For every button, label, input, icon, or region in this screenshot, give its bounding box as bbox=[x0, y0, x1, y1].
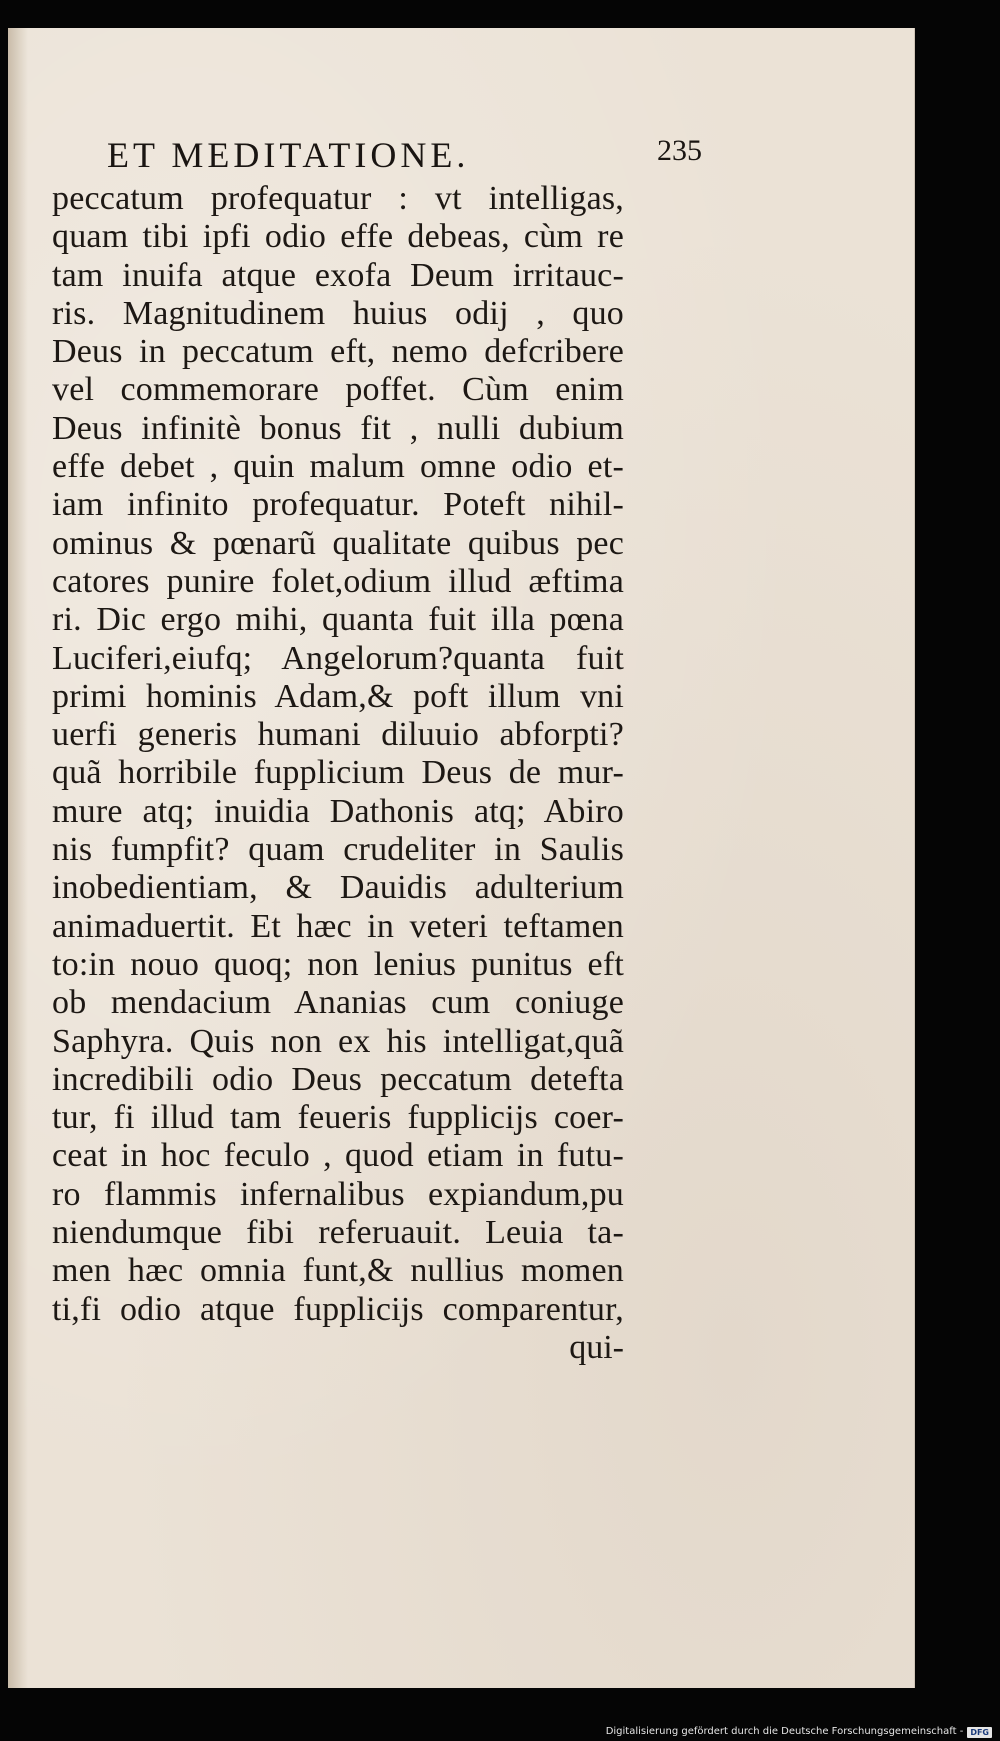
running-title: ET MEDITATIONE. bbox=[107, 135, 470, 175]
text-line: ro flammis infernalibus expiandum,pu bbox=[52, 1175, 624, 1213]
text-line: ceat in hoc feculo , quod etiam in futu- bbox=[52, 1137, 624, 1175]
running-head bbox=[52, 118, 702, 180]
text-line: tur, fi illud tam feueris fupplicijs coer- bbox=[52, 1099, 624, 1137]
text-line: ominus & pœnarũ qualitate quibus pec bbox=[52, 524, 624, 562]
catchword: qui- bbox=[569, 1328, 624, 1366]
text-block bbox=[52, 118, 702, 1367]
text-line: to:in nouo quoq; non lenius punitus eft bbox=[52, 945, 624, 983]
text-line: Deus infinitè bonus fit , nulli dubium bbox=[52, 409, 624, 447]
text-line: ob mendacium Ananias cum coniuge bbox=[52, 984, 624, 1022]
text-line: niendumque fibi referuauit. Leuia ta- bbox=[52, 1214, 624, 1252]
text-line: effe debet , quin malum omne odio et- bbox=[52, 448, 624, 486]
text-line: animaduertit. Et hæc in veteri teftamen bbox=[52, 907, 624, 945]
text-line: incredibili odio Deus peccatum detefta bbox=[52, 1060, 624, 1098]
text-line: Deus in peccatum eft, nemo defcribere bbox=[52, 333, 624, 371]
text-line: vel commemorare poffet. Cùm enim bbox=[52, 371, 624, 409]
text-line: inobedientiam, & Dauidis adulterium bbox=[52, 869, 624, 907]
digitization-credit bbox=[606, 1726, 992, 1738]
text-line: ti,fi odio atque fupplicijs comparentur, bbox=[52, 1290, 624, 1328]
text-line: iam infinito profequatur. Poteft nihil- bbox=[52, 486, 624, 524]
page-gutter-shadow bbox=[8, 28, 28, 1688]
dfg-logo-icon: DFG bbox=[967, 1727, 992, 1738]
text-line: tam inuifa atque exofa Deum irritauc- bbox=[52, 256, 624, 294]
text-line: catores punire folet,odium illud æftima bbox=[52, 562, 624, 600]
text-line: mure atq; inuidia Dathonis atq; Abiro bbox=[52, 792, 624, 830]
text-line: ri. Dic ergo mihi, quanta fuit illa pœna bbox=[52, 601, 624, 639]
text-line: Luciferi,eiufq; Angelorum?quanta fuit bbox=[52, 639, 624, 677]
text-line: quam tibi ipfi odio effe debeas, cùm re bbox=[52, 218, 624, 256]
text-line: nis fumpfit? quam crudeliter in Saulis bbox=[52, 831, 624, 869]
text-line: men hæc omnia funt,& nullius momen bbox=[52, 1252, 624, 1290]
credit-text: Digitalisierung gefördert durch die Deutsche Forschungsgemeinschaft - bbox=[605, 1726, 964, 1737]
text-line: peccatum profequatur : vt intelligas, bbox=[52, 180, 624, 217]
body-text bbox=[52, 180, 702, 1329]
text-line: uerfi generis humani diluuio abforpti? bbox=[52, 716, 624, 754]
text-line: Saphyra. Quis non ex his intelligat,quã bbox=[52, 1022, 624, 1060]
page-number: 235 bbox=[657, 134, 702, 167]
text-line: quã horribile fupplicium Deus de mur- bbox=[52, 754, 624, 792]
text-line: ris. Magnitudinem huius odij , quo bbox=[52, 294, 624, 332]
text-line: primi hominis Adam,& poft illum vni bbox=[52, 677, 624, 715]
